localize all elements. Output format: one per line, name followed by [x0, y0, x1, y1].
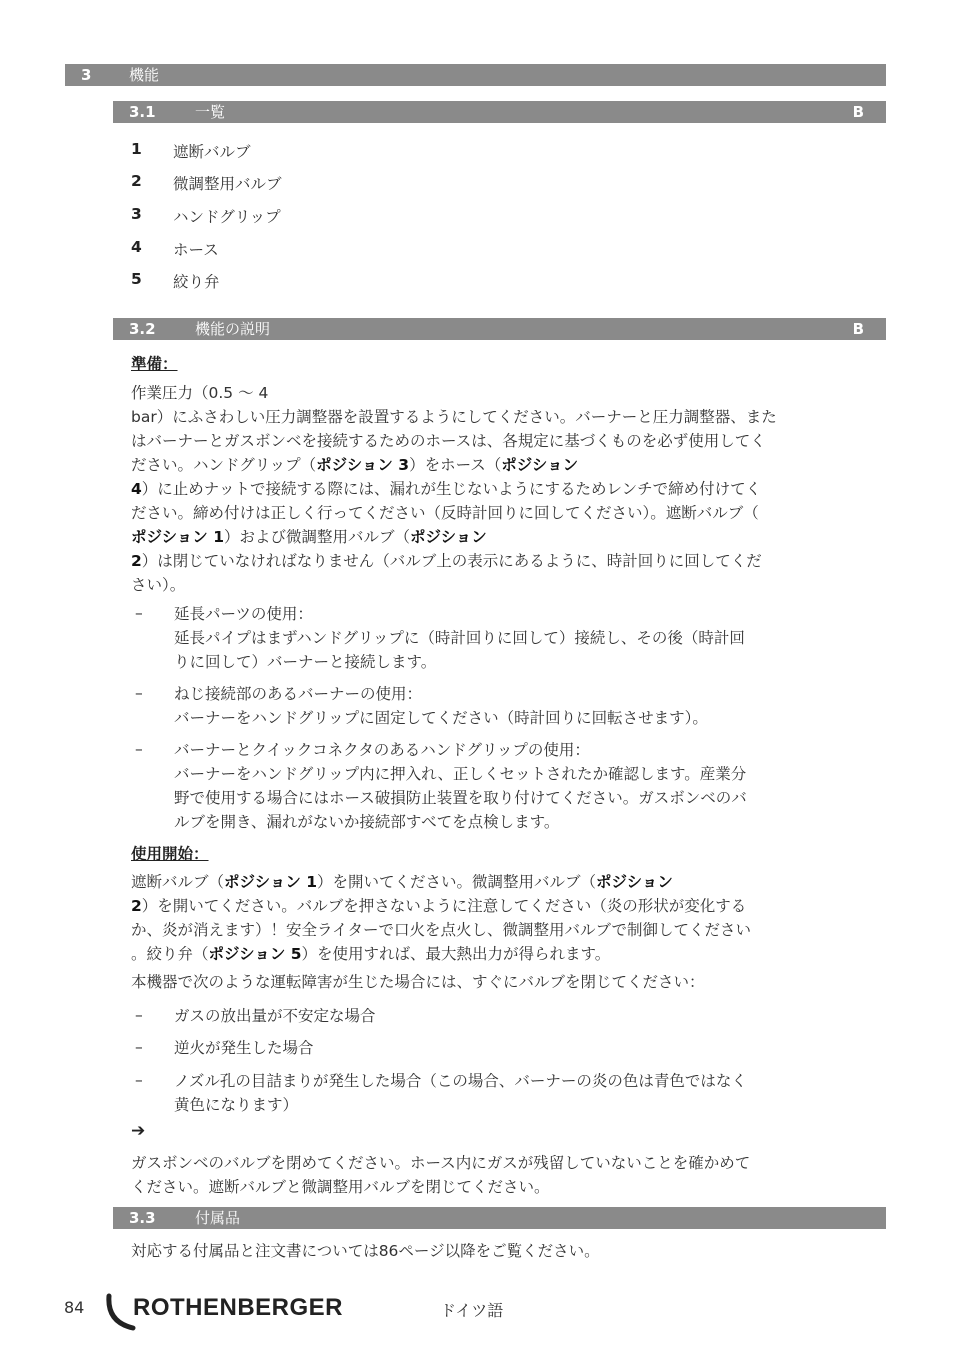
position-ref: ポジション 1 [224, 873, 317, 891]
text: ）および微調整用バルブ（ [223, 528, 410, 546]
text-line: 延長パイプはまずハンドグリップに（時計回りに回して）接続し、その後（時計回 [174, 629, 745, 647]
text-line: ガスの放出量が不安定な場合 [174, 1007, 376, 1025]
bullet-item [174, 682, 874, 730]
text-line: バーナーをハンドグリップに固定してください（時計回りに回転させます）。 [174, 709, 708, 727]
accessories-text: 対応する付属品と注文書については86ページ以降をご覧ください。 [131, 1242, 600, 1260]
text-line [131, 894, 883, 918]
fault-intro: 本機器で次のような運転障害が生じた場合には、すぐにバルブを閉じてください： [131, 973, 705, 991]
fault-item [174, 1036, 874, 1060]
text: ）に止めナットで接続する際には、漏れが生じないようにするためレンチで締め付けてく [141, 480, 762, 498]
text-line: 逆火が発生した場合 [174, 1039, 314, 1057]
prep-heading: 準備： [131, 355, 178, 373]
section-number: 3 [81, 66, 92, 84]
section-title: 機能の説明 [195, 320, 271, 338]
text: ）をホース（ [409, 456, 502, 474]
text-line: バーナーとクイックコネクタのあるハンドグリップの使用： [174, 741, 590, 759]
list-item: 遮断バルブ [173, 143, 251, 161]
section-title: 一覧 [195, 103, 226, 121]
position-ref: ポジション 1 [131, 528, 224, 546]
section-number: 3.1 [129, 103, 156, 121]
text-line: bar）にふさわしい圧力調整器を設置するようにしてください。バーナーと圧力調整器、また [131, 408, 777, 426]
bullet-dash: – [135, 1038, 143, 1056]
position-ref: ポジション 5 [208, 945, 302, 963]
text-line: ください。遮断バルブと微調整用バルブを閉じてください。 [131, 1178, 550, 1196]
text-line: バーナーをハンドグリップ内に押入れ、正しくセットされたか確認します。産業分 [174, 765, 747, 783]
bullet-dash: – [135, 740, 143, 758]
text: ）を開いてください。バルブを押さないように注意してください（炎の形状が変化する [141, 897, 747, 915]
list-item: 絞り弁 [173, 273, 220, 291]
text-line: 黄色になります） [174, 1096, 299, 1114]
arrow-right-icon: ➔ [131, 1121, 146, 1141]
text: 遮断バルブ（ [131, 873, 225, 891]
text: ）を使用すれば、最大熱出力が得られます。 [301, 945, 611, 963]
text-line [131, 453, 883, 477]
start-paragraph [131, 870, 883, 966]
section-3-1-header [113, 101, 886, 123]
bullet-dash: – [135, 604, 143, 622]
list-number: 4 [131, 238, 142, 256]
bullet-dash: – [135, 684, 143, 702]
bullet-dash: – [135, 1006, 143, 1024]
text-line: ださい。締め付けは正しく行ってください（反時計回りに回してください）。遮断バルブ（ [131, 504, 759, 522]
text-line [131, 942, 883, 966]
fault-item [174, 1069, 874, 1117]
text-line: 野で使用する場合にはホース破損防止装置を取り付けてください。ガスボンベのバ [174, 789, 747, 807]
list-item: ハンドグリップ [173, 208, 281, 226]
text: ）は閉じていなければなりません（バルブ上の表示にあるように、時計回りに回してくだ [141, 552, 762, 570]
text-line: りに回して）バーナーと接続します。 [174, 653, 437, 671]
text-line: ルブを開き、漏れがないか接続部すべてを点検します。 [174, 813, 560, 831]
list-item: 微調整用バルブ [173, 175, 282, 193]
list-number: 5 [131, 270, 142, 288]
section-title: 機能 [129, 66, 160, 84]
bullet-item [174, 602, 874, 674]
section-3-3-header [113, 1207, 886, 1229]
text: 。絞り弁（ [131, 945, 209, 963]
language-label: ドイツ語 [440, 1301, 504, 1320]
start-heading: 使用開始： [131, 845, 209, 863]
text-line: ガスボンベのバルブを閉めてください。ホース内にガスが残留していないことを確かめて [131, 1154, 751, 1172]
bullet-item [174, 738, 874, 834]
position-ref: 2 [131, 552, 142, 570]
text: ださい。ハンドグリップ（ [131, 456, 317, 474]
list-number: 3 [131, 205, 142, 223]
bullet-dash: – [135, 1071, 143, 1089]
position-ref: ポジション 3 [316, 456, 410, 474]
text: ）を開いてください。微調整用バルブ（ [317, 873, 597, 891]
position-ref: 2 [131, 897, 142, 915]
section-3-2-header [113, 318, 886, 340]
text-line [131, 477, 883, 501]
list-number: 1 [131, 140, 142, 158]
figure-ref: B [852, 103, 864, 121]
figure-ref: B [852, 320, 864, 338]
position-ref: 4 [131, 480, 142, 498]
text-line: 延長パーツの使用： [174, 605, 313, 623]
list-item: ホース [173, 241, 219, 259]
section-title: 付属品 [195, 1209, 241, 1227]
text-line [131, 525, 883, 549]
text-line: さい）。 [131, 576, 186, 594]
text-line [131, 549, 883, 573]
text-line: はバーナーとガスボンベを接続するためのホースは、各規定に基づくものを必ず使用してく [131, 432, 766, 450]
page-number: 84 [64, 1298, 85, 1317]
text-line [131, 870, 883, 894]
section-number: 3.3 [129, 1209, 156, 1227]
text-line: ねじ接続部のあるバーナーの使用： [174, 685, 423, 703]
text-line: か、炎が消えます）！安全ライターで口火を点火し、微調整用バルブで制御してください [131, 921, 752, 939]
text-line: 作業圧力（0.5 〜 4 [131, 384, 269, 402]
position-ref: ポジション [410, 528, 487, 546]
position-ref: ポジション [501, 456, 579, 474]
position-ref: ポジション [596, 873, 673, 891]
section-number: 3.2 [129, 320, 156, 338]
prep-paragraph [131, 381, 883, 597]
brand-logo-text: ROTHENBERGER [133, 1294, 344, 1321]
fault-item [174, 1004, 874, 1028]
list-number: 2 [131, 172, 142, 190]
close-paragraph [131, 1151, 883, 1199]
section-3-header [65, 64, 886, 86]
text-line: ノズル孔の目詰まりが発生した場合（この場合、バーナーの炎の色は青色ではなく [174, 1072, 747, 1090]
